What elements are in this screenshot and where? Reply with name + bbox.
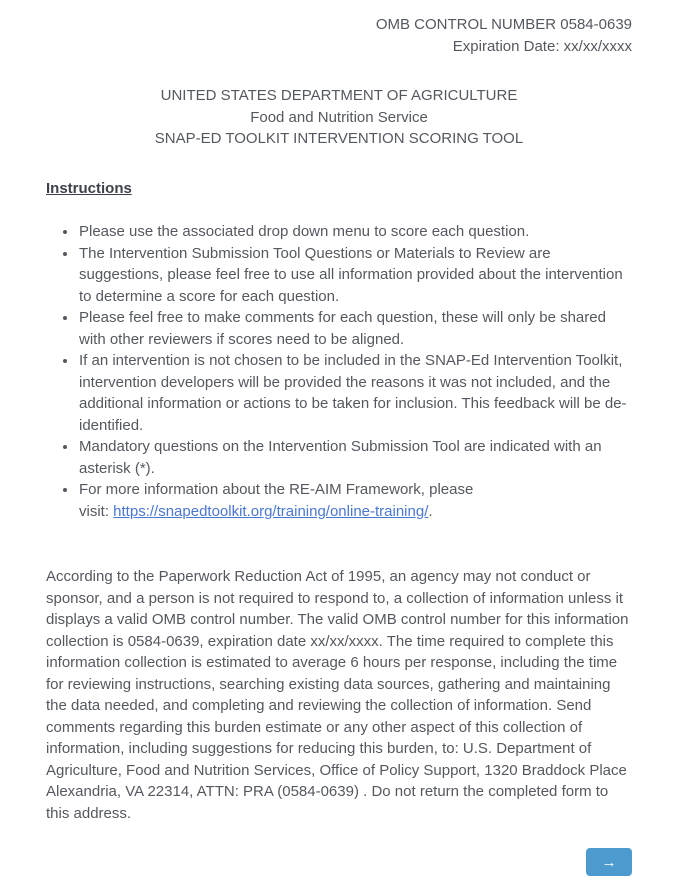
instructions-list [46,221,632,522]
instruction-item-comments: • Please feel free to make comments for each question, these will only be shared with other reviewers if scores need to be aligned. [78,307,632,350]
instruction-item-dropdown: • Please use the associated drop down menu to score each question. [78,221,632,243]
re-aim-visit-group [79,503,428,520]
online-training-link[interactable]: https://snapedtoolkit.org/training/online-training/ [113,502,429,520]
re-aim-visit-label: visit: [79,502,114,520]
agency-title: UNITED STATES DEPARTMENT OF AGRICULTURE [160,87,518,104]
tool-title: SNAP-ED TOOLKIT INTERVENTION SCORING TOOL [154,130,524,147]
pra-paragraph: According to the Paperwork Reduction Act of 1995, an agency may not conduct or sponsor, and a person is not required to respond to, a collection of information unless it displays a valid OMB control number. The valid OMB control number for this information collection is 0584-0639, expiration date xx/xx/xxxx. The time required to complete this information collection is estimated to average 6 hours per response, including the time for reviewing instructions, searching existing data sources, gathering and maintaining the data needed, and completing and reviewing the collection of information. Send comments regarding this burden estimate or any other aspect of this collection of information, including suggestions for reducing this burden, to: U.S. Department of Agriculture, Food and Nutrition Services, Office of Policy Support, 1320 Braddock Place Alexandria, VA 22314, ATTN: PRA (0584-0639) . Do not return the completed form to this address. [46,568,629,822]
instruction-item-suggestions: • The Intervention Submission Tool Questions or Materials to Review are suggestions, please feel free to use all information provided about the intervention to determine a score for each question. [78,243,632,308]
instructions-heading: Instructions [46,179,132,197]
instruction-item-feedback: • If an intervention is not chosen to be included in the SNAP-Ed Intervention Toolkit, intervention developers will be provided the reasons it was not included, and the additional information or actions to be taken for inclusion. This feedback will be de-identified. [78,350,632,436]
omb-header [46,14,632,57]
service-title: Food and Nutrition Service [250,108,428,126]
expiration-date: Expiration Date: xx/xx/xxxx [452,37,632,55]
instruction-item-mandatory: • Mandatory questions on the Intervention Submission Tool are indicated with an asterisk (*). [78,436,632,479]
right-arrow-icon: → [601,853,617,871]
re-aim-text: For more information about the RE-AIM Framework, please [79,481,474,498]
omb-control-number: OMB CONTROL NUMBER 0584-0639 [375,16,632,33]
title-block [46,85,632,150]
re-aim-suffix: . [428,502,433,520]
instruction-item-re-aim [78,479,632,522]
next-button[interactable] [586,848,632,876]
